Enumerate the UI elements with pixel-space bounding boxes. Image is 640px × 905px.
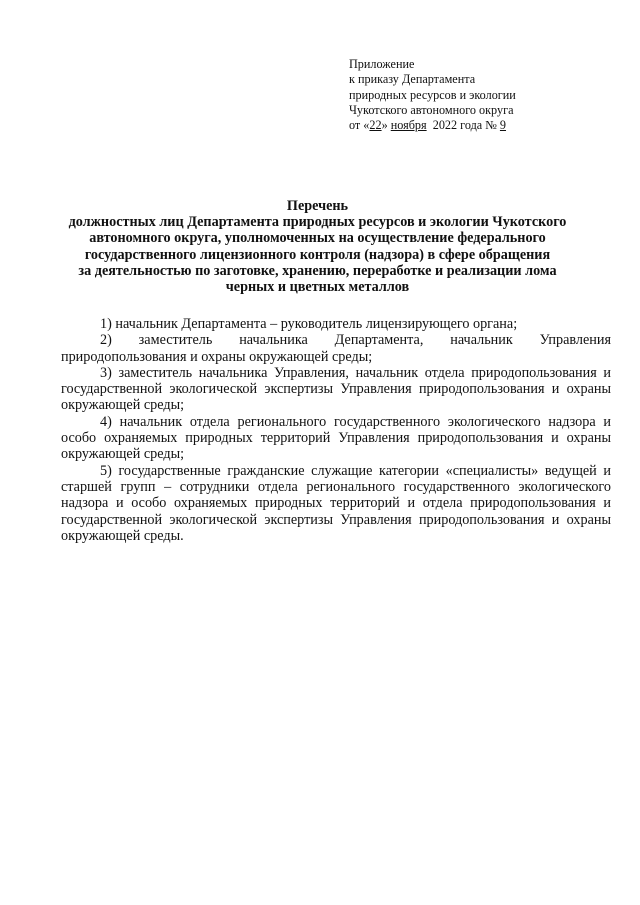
appendix-line: Чукотского автономного округа: [349, 102, 514, 117]
date-year: 2022 года №: [426, 118, 500, 133]
title-line: Перечень: [286, 198, 349, 214]
date-mid: »: [381, 118, 391, 133]
title-line: черных и цветных металлов: [225, 279, 410, 296]
title-line: должностных лиц Департамента природных ресурсов и экологии Чукотского: [68, 214, 567, 231]
list-item: 2) заместитель начальника Департамента, начальник Управления природопользования и охраны окружающей среды;: [61, 332, 611, 365]
order-number: 9: [499, 118, 507, 133]
list-item: 4) начальник отдела регионального государственного экологического надзора и особо охраняемых природных территорий Управления природопользования и охраны окружающей среды;: [61, 413, 611, 463]
appendix-line: к приказу Департамента: [349, 72, 476, 87]
appendix-line: природных ресурсов и экологии: [349, 87, 516, 102]
document-body: [61, 316, 611, 544]
document-title: [40, 198, 595, 295]
date-prefix: от «: [349, 118, 370, 133]
date-day: 22: [369, 118, 382, 133]
appendix-date: [349, 118, 609, 133]
list-item: 1) начальник Департамента – руководитель лицензирующего органа;: [100, 316, 518, 332]
list-item: 5) государственные гражданские служащие категории «специалисты» ведущей и старшей групп – сотрудники отдела регионального государственного экологического надзора и особо охраняемых природных территорий и отдела природопользования и государственной экологической экспертизы Управления природопользования и охраны окружающей среды.: [61, 462, 611, 544]
title-line: за деятельностью по заготовке, хранению, переработке и реализации лома: [78, 262, 557, 279]
date-month: ноября: [390, 118, 427, 133]
appendix-header: [349, 57, 609, 133]
title-line: автономного округа, уполномоченных на осуществление федерального: [89, 230, 546, 247]
list-item: 3) заместитель начальника Управления, начальник отдела природопользования и государственной экологической экспертизы Управления природопользования и охраны окружающей среды;: [61, 364, 611, 414]
title-line: государственного лицензионного контроля (надзора) в сфере обращения: [84, 246, 551, 263]
appendix-line: Приложение: [349, 57, 415, 71]
